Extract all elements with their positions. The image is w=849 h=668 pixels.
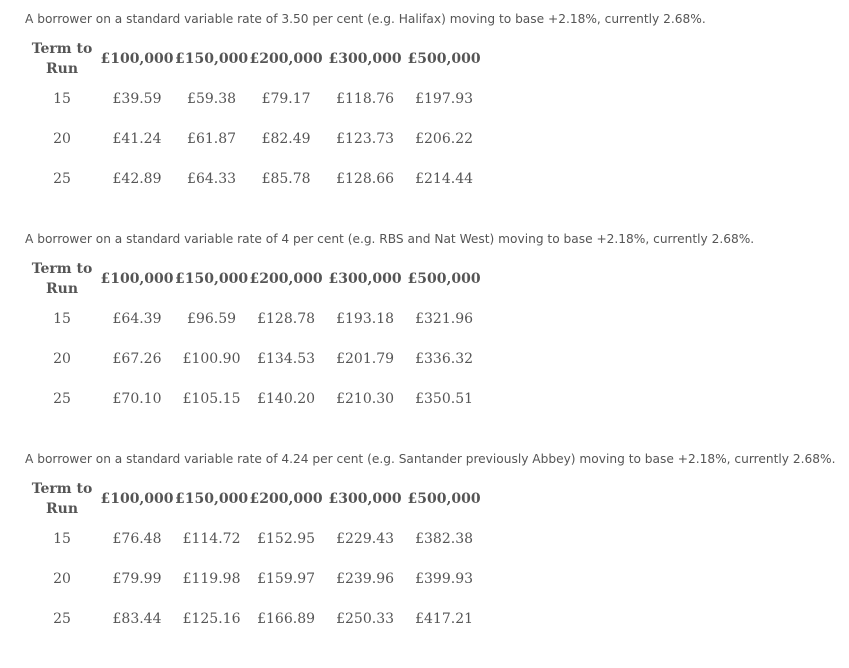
term-cell: 25 [53, 391, 71, 407]
table-row [25, 159, 482, 199]
table-cell: £250.33 [336, 611, 395, 627]
column-header: £500,000 [407, 491, 481, 507]
table-cell: £119.98 [182, 571, 241, 587]
table-cell: £399.93 [415, 571, 474, 587]
table-cell: £152.95 [257, 531, 316, 547]
column-header-term: Term to Run [31, 41, 93, 77]
column-header: £100,000 [100, 491, 174, 507]
table-cell: £417.21 [415, 611, 474, 627]
table-cell: £82.49 [261, 131, 311, 147]
column-header: £200,000 [249, 491, 323, 507]
table-row [25, 599, 482, 639]
table-cell: £42.89 [112, 171, 162, 187]
table-header-row [25, 259, 482, 299]
table-cell: £197.93 [415, 91, 474, 107]
table-cell: £100.90 [182, 351, 241, 367]
term-cell: 15 [53, 91, 71, 107]
table-row [25, 519, 482, 559]
table-cell: £239.96 [336, 571, 395, 587]
table-row [25, 339, 482, 379]
term-cell: 25 [53, 171, 71, 187]
repayment-table [25, 479, 482, 639]
table-cell: £193.18 [336, 311, 395, 327]
term-cell: 20 [53, 351, 71, 367]
table-cell: £201.79 [336, 351, 395, 367]
column-header: £300,000 [328, 51, 402, 67]
table-cell: £105.15 [182, 391, 241, 407]
table-cell: £229.43 [336, 531, 395, 547]
column-header: £200,000 [249, 271, 323, 287]
table-cell: £336.32 [415, 351, 474, 367]
column-header: £200,000 [249, 51, 323, 67]
table-cell: £83.44 [112, 611, 162, 627]
table-row [25, 79, 482, 119]
table-cell: £67.26 [112, 351, 162, 367]
column-header: £150,000 [175, 51, 249, 67]
table-cell: £206.22 [415, 131, 474, 147]
table-cell: £210.30 [336, 391, 395, 407]
table-cell: £41.24 [112, 131, 162, 147]
column-header: £300,000 [328, 271, 402, 287]
table-cell: £79.17 [261, 91, 311, 107]
term-cell: 20 [53, 131, 71, 147]
table-cell: £159.97 [257, 571, 316, 587]
table-cell: £76.48 [112, 531, 162, 547]
table-row [25, 379, 482, 419]
table-cell: £123.73 [336, 131, 395, 147]
table-cell: £59.38 [187, 91, 237, 107]
section-intro: A borrower on a standard variable rate of 4 per cent (e.g. RBS and Nat West) moving to base +2.18%, currently 2.68%. [25, 232, 755, 246]
table-cell: £79.99 [112, 571, 162, 587]
table-cell: £125.16 [182, 611, 241, 627]
table-header-row [25, 479, 482, 519]
table-cell: £321.96 [415, 311, 474, 327]
table-cell: £350.51 [415, 391, 474, 407]
term-cell: 20 [53, 571, 71, 587]
column-header: £150,000 [175, 491, 249, 507]
term-cell: 25 [53, 611, 71, 627]
table-cell: £114.72 [182, 531, 241, 547]
table-row [25, 559, 482, 599]
term-cell: 15 [53, 311, 71, 327]
column-header: £500,000 [407, 271, 481, 287]
table-cell: £382.38 [415, 531, 474, 547]
column-header: £100,000 [100, 51, 174, 67]
column-header: £100,000 [100, 271, 174, 287]
section-intro: A borrower on a standard variable rate of 3.50 per cent (e.g. Halifax) moving to base +2.18%, currently 2.68%. [25, 12, 706, 26]
table-cell: £61.87 [187, 131, 237, 147]
table-cell: £166.89 [257, 611, 316, 627]
column-header-term: Term to Run [31, 261, 93, 297]
term-cell: 15 [53, 531, 71, 547]
table-cell: £128.78 [257, 311, 316, 327]
column-header-term: Term to Run [31, 481, 93, 517]
table-cell: £134.53 [257, 351, 316, 367]
repayment-table [25, 39, 482, 199]
column-header: £150,000 [175, 271, 249, 287]
table-cell: £214.44 [415, 171, 474, 187]
table-cell: £140.20 [257, 391, 316, 407]
repayment-table [25, 259, 482, 419]
table-cell: £64.33 [187, 171, 237, 187]
column-header: £500,000 [407, 51, 481, 67]
table-row [25, 119, 482, 159]
table-cell: £96.59 [187, 311, 237, 327]
table-cell: £70.10 [112, 391, 162, 407]
table-cell: £85.78 [261, 171, 311, 187]
column-header: £300,000 [328, 491, 402, 507]
table-cell: £64.39 [112, 311, 162, 327]
table-cell: £39.59 [112, 91, 162, 107]
table-header-row [25, 39, 482, 79]
section-intro: A borrower on a standard variable rate of 4.24 per cent (e.g. Santander previously Abbey) moving to base +2.18%, currently 2.68%. [25, 452, 836, 466]
table-cell: £118.76 [336, 91, 395, 107]
table-cell: £128.66 [336, 171, 395, 187]
table-row [25, 299, 482, 339]
